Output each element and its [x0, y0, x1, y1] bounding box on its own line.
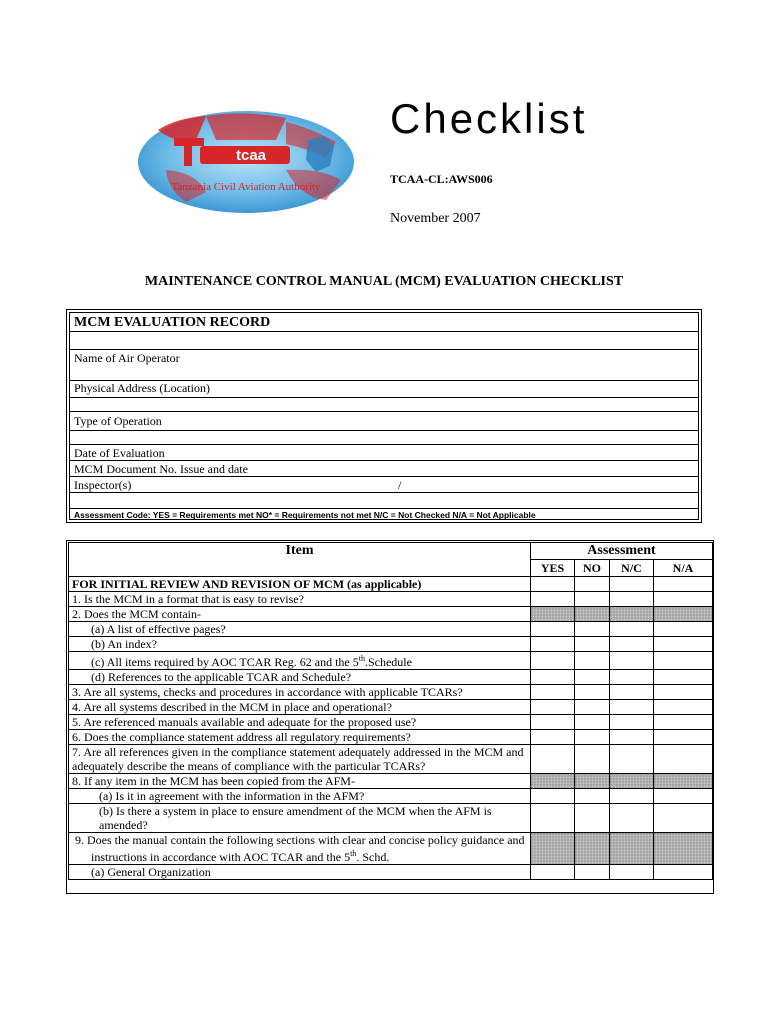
checklist-item-text: 2. Does the MCM contain-: [69, 607, 531, 622]
yes-cell[interactable]: [531, 637, 575, 652]
table-row: [69, 715, 713, 730]
yes-cell[interactable]: [531, 577, 575, 592]
checklist-item-text: (a) General Organization: [69, 865, 531, 880]
table-row: [69, 607, 713, 622]
checklist-item-text: 5. Are referenced manuals available and adequate for the proposed use?: [69, 715, 531, 730]
record-heading: MCM EVALUATION RECORD: [70, 313, 698, 332]
na-cell[interactable]: [654, 685, 713, 700]
checklist-item-text: 6. Does the compliance statement address all regulatory requirements?: [69, 730, 531, 745]
na-cell: [654, 833, 713, 865]
na-cell[interactable]: [654, 670, 713, 685]
field-physical-address[interactable]: Physical Address (Location): [70, 381, 698, 398]
record-spacer: [70, 332, 698, 350]
table-row: [69, 637, 713, 652]
nc-cell[interactable]: [610, 730, 654, 745]
field-mcm-document-no[interactable]: MCM Document No. Issue and date: [70, 461, 698, 477]
no-cell[interactable]: [575, 804, 610, 833]
no-cell[interactable]: [575, 637, 610, 652]
checklist-item-text: (d) References to the applicable TCAR and Schedule?: [69, 670, 531, 685]
logo-caption: Tanzania Civil Aviation Authority: [171, 181, 321, 193]
yes-cell: [531, 607, 575, 622]
nc-cell: [610, 833, 654, 865]
inspectors-separator: /: [398, 478, 402, 492]
nc-cell[interactable]: [610, 592, 654, 607]
na-cell[interactable]: [654, 730, 713, 745]
checklist-item-text: 9. Does the manual contain the following sections with clear and concise policy guidance and instructions in accordance with AOC TCAR and the 5th. Schd.: [69, 833, 531, 865]
nc-cell[interactable]: [610, 670, 654, 685]
table-row: [69, 833, 713, 865]
field-type-of-operation[interactable]: Type of Operation: [70, 412, 698, 431]
nc-cell: [610, 774, 654, 789]
checklist-heading: MAINTENANCE CONTROL MANUAL (MCM) EVALUATION CHECKLIST: [144, 274, 624, 289]
yes-cell[interactable]: [531, 622, 575, 637]
section-row: [69, 577, 713, 592]
na-cell[interactable]: [654, 789, 713, 804]
nc-cell[interactable]: [610, 622, 654, 637]
no-cell[interactable]: [575, 730, 610, 745]
checklist-item-text: 4. Are all systems described in the MCM in place and operational?: [69, 700, 531, 715]
no-cell: [575, 833, 610, 865]
na-cell[interactable]: [654, 637, 713, 652]
checklist-item-text: 7. Are all references given in the compliance statement adequately addressed in the MCM and adequately describe the means of compliance with the particular TCARs?: [69, 745, 531, 774]
no-cell[interactable]: [575, 865, 610, 880]
no-cell[interactable]: [575, 670, 610, 685]
tcaa-logo: [136, 110, 356, 215]
nc-cell[interactable]: [610, 685, 654, 700]
table-row: [69, 685, 713, 700]
na-cell: [654, 607, 713, 622]
document-code: TCAA-CL:AWS006: [390, 172, 493, 186]
nc-cell[interactable]: [610, 804, 654, 833]
yes-cell[interactable]: [531, 670, 575, 685]
table-row: [69, 700, 713, 715]
table-row: [69, 774, 713, 789]
yes-cell[interactable]: [531, 592, 575, 607]
table-row: [69, 730, 713, 745]
table-row: [69, 789, 713, 804]
table-row: [69, 670, 713, 685]
logo-mark-text: tcaa: [236, 147, 267, 164]
checklist-table: [68, 542, 713, 880]
checklist-item-text: 8. If any item in the MCM has been copied from the AFM-: [69, 774, 531, 789]
column-header-yes: YES: [531, 560, 575, 577]
nc-cell[interactable]: [610, 789, 654, 804]
na-cell[interactable]: [654, 622, 713, 637]
column-header-item: Item: [69, 543, 531, 577]
yes-cell[interactable]: [531, 865, 575, 880]
section-heading: FOR INITIAL REVIEW AND REVISION OF MCM (as applicable): [69, 577, 531, 592]
yes-cell[interactable]: [531, 804, 575, 833]
nc-cell[interactable]: [610, 700, 654, 715]
table-row: [69, 652, 713, 670]
no-cell: [575, 607, 610, 622]
na-cell[interactable]: [654, 865, 713, 880]
na-cell[interactable]: [654, 700, 713, 715]
nc-cell[interactable]: [610, 652, 654, 670]
column-header-nc: N/C: [610, 560, 654, 577]
table-row: [69, 622, 713, 637]
page-title: Checklist: [390, 95, 588, 142]
checklist-item-text: (a) A list of effective pages?: [69, 622, 531, 637]
yes-cell[interactable]: [531, 730, 575, 745]
field-inspectors-label: Inspector(s): [74, 478, 132, 492]
na-cell[interactable]: [654, 577, 713, 592]
table-row: [69, 804, 713, 833]
na-cell[interactable]: [654, 745, 713, 774]
checklist-item-text: (b) Is there a system in place to ensure amendment of the MCM when the AFM is amended?: [69, 804, 531, 833]
yes-cell[interactable]: [531, 652, 575, 670]
checklist-item-text: 1. Is the MCM in a format that is easy to revise?: [69, 592, 531, 607]
table-row: [69, 745, 713, 774]
yes-cell[interactable]: [531, 700, 575, 715]
no-cell[interactable]: [575, 789, 610, 804]
no-cell[interactable]: [575, 622, 610, 637]
assessment-code-legend: Assessment Code: YES = Requirements met NO* = Requirements not met N/C = Not Checked N/A = Not Applicable: [74, 510, 536, 520]
field-name-of-air-operator[interactable]: Name of Air Operator: [70, 350, 698, 381]
na-cell[interactable]: [654, 715, 713, 730]
yes-cell[interactable]: [531, 745, 575, 774]
column-header-assessment: Assessment: [531, 543, 713, 560]
table-row: [69, 592, 713, 607]
record-spacer: [70, 431, 698, 445]
record-spacer: [70, 493, 698, 509]
yes-cell[interactable]: [531, 685, 575, 700]
yes-cell: [531, 774, 575, 789]
checklist-item-text: 3. Are all systems, checks and procedures in accordance with applicable TCARs?: [69, 685, 531, 700]
column-header-na: N/A: [654, 560, 713, 577]
nc-cell[interactable]: [610, 865, 654, 880]
na-cell: [654, 774, 713, 789]
nc-cell: [610, 607, 654, 622]
nc-cell[interactable]: [610, 715, 654, 730]
na-cell[interactable]: [654, 652, 713, 670]
no-cell[interactable]: [575, 592, 610, 607]
no-cell[interactable]: [575, 577, 610, 592]
document-date: November 2007: [390, 211, 481, 226]
record-spacer: [70, 398, 698, 412]
checklist-item-text: (c) All items required by AOC TCAR Reg. 62 and the 5th.Schedule: [69, 652, 531, 670]
nc-cell[interactable]: [610, 577, 654, 592]
no-cell[interactable]: [575, 685, 610, 700]
evaluation-record-box: [66, 309, 702, 523]
yes-cell: [531, 833, 575, 865]
yes-cell[interactable]: [531, 789, 575, 804]
no-cell[interactable]: [575, 652, 610, 670]
nc-cell[interactable]: [610, 637, 654, 652]
yes-cell[interactable]: [531, 715, 575, 730]
na-cell[interactable]: [654, 804, 713, 833]
field-date-of-evaluation[interactable]: Date of Evaluation: [70, 445, 698, 461]
column-header-no: NO: [575, 560, 610, 577]
nc-cell[interactable]: [610, 745, 654, 774]
no-cell[interactable]: [575, 745, 610, 774]
na-cell[interactable]: [654, 592, 713, 607]
table-row: [69, 865, 713, 880]
no-cell[interactable]: [575, 700, 610, 715]
no-cell[interactable]: [575, 715, 610, 730]
checklist-item-text: (a) Is it in agreement with the information in the AFM?: [69, 789, 531, 804]
no-cell: [575, 774, 610, 789]
checklist-item-text: (b) An index?: [69, 637, 531, 652]
field-inspectors[interactable]: [70, 477, 698, 493]
